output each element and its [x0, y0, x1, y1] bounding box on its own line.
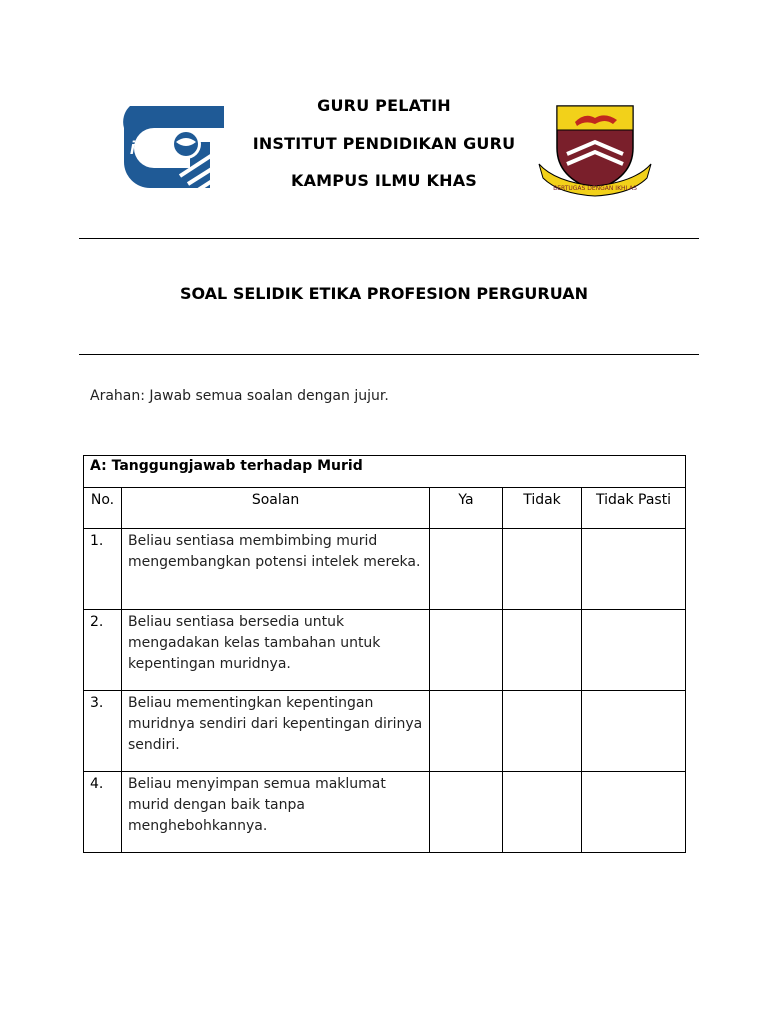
answer-yes-cell[interactable] [430, 691, 503, 772]
column-header-unsure: Tidak Pasti [582, 488, 686, 529]
campus-name: KAMPUS ILMU KHAS [290, 171, 478, 190]
header-rule [79, 238, 699, 239]
row-number: 2. [84, 610, 122, 691]
institute-name: INSTITUT PENDIDIKAN GURU [252, 134, 516, 153]
answer-yes-cell[interactable] [430, 529, 503, 610]
answer-no-cell[interactable] [503, 610, 582, 691]
survey-table [83, 455, 686, 853]
column-header-yes: Ya [430, 488, 503, 529]
answer-unsure-cell[interactable] [582, 691, 686, 772]
answer-unsure-cell[interactable] [582, 772, 686, 853]
table-header-row [84, 488, 686, 529]
question-text: Beliau sentiasa bersedia untuk mengadakan kelas tambahan untuk kepentingan muridnya. [122, 610, 430, 691]
table-row [84, 529, 686, 610]
trainee-label: GURU PELATIH [317, 96, 451, 115]
svg-text:BERTUGAS DENGAN IKHLAS: BERTUGAS DENGAN IKHLAS [553, 185, 637, 192]
answer-yes-cell[interactable] [430, 610, 503, 691]
title-rule [79, 354, 699, 355]
table-row [84, 691, 686, 772]
answer-no-cell[interactable] [503, 529, 582, 610]
instruction-text: Arahan: Jawab semua soalan dengan jujur. [90, 388, 389, 404]
answer-yes-cell[interactable] [430, 772, 503, 853]
svg-text:iPG: iPG [130, 138, 162, 158]
answer-unsure-cell[interactable] [582, 610, 686, 691]
table-row [84, 772, 686, 853]
question-text: Beliau mementingkan kepentingan muridnya sendiri dari kepentingan dirinya sendiri. [122, 691, 430, 772]
column-header-no: No. [84, 488, 122, 529]
table-row [84, 610, 686, 691]
question-text: Beliau sentiasa membimbing murid mengembangkan potensi intelek mereka. [122, 529, 430, 610]
row-number: 4. [84, 772, 122, 853]
answer-no-cell[interactable] [503, 772, 582, 853]
column-header-no-answer: Tidak [503, 488, 582, 529]
column-header-question: Soalan [122, 488, 430, 529]
campus-crest [535, 98, 655, 198]
answer-no-cell[interactable] [503, 691, 582, 772]
answer-unsure-cell[interactable] [582, 529, 686, 610]
section-heading: A: Tanggungjawab terhadap Murid [84, 456, 686, 488]
document-title: SOAL SELIDIK ETIKA PROFESION PERGURUAN [179, 284, 589, 303]
question-text: Beliau menyimpan semua maklumat murid dengan baik tanpa menghebohkannya. [122, 772, 430, 853]
row-number: 3. [84, 691, 122, 772]
row-number: 1. [84, 529, 122, 610]
